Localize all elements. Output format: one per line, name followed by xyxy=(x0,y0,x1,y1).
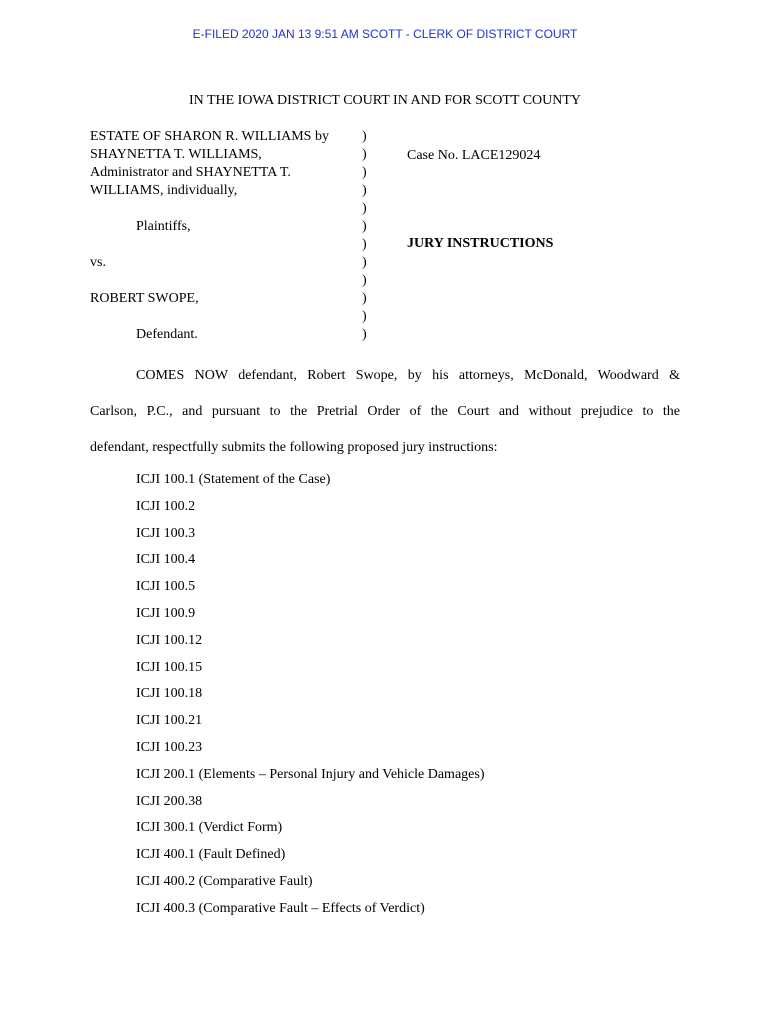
body-line: COMES NOW defendant, Robert Swope, by his attorneys, McDonald, Woodward & xyxy=(136,368,680,383)
caption-paren: ) xyxy=(362,129,367,144)
defendant-name: ROBERT SWOPE, xyxy=(90,291,199,306)
list-item: ICJI 100.3 xyxy=(136,525,196,541)
case-number: Case No. LACE129024 xyxy=(407,148,541,163)
caption-paren: ) xyxy=(362,291,367,306)
plaintiff-line: ESTATE OF SHARON R. WILLIAMS by xyxy=(90,129,329,144)
list-item: ICJI 100.23 xyxy=(136,739,203,755)
list-item: ICJI 100.21 xyxy=(136,713,203,729)
plaintiffs-label: Plaintiffs, xyxy=(136,219,191,234)
body-line: Carlson, P.C., and pursuant to the Pretrial Order of the Court and without prejudice to the xyxy=(90,404,680,419)
versus-label: vs. xyxy=(90,255,106,270)
caption-divider xyxy=(362,128,374,344)
list-item: ICJI 200.38 xyxy=(136,793,203,809)
body-line: defendant, respectfully submits the following proposed jury instructions: xyxy=(90,440,498,455)
list-item: ICJI 100.2 xyxy=(136,498,196,514)
caption-paren: ) xyxy=(362,255,367,270)
list-item: ICJI 200.1 (Elements – Personal Injury and Vehicle Damages) xyxy=(136,766,485,782)
list-item: ICJI 100.15 xyxy=(136,659,203,675)
list-item: ICJI 100.1 (Statement of the Case) xyxy=(136,472,331,487)
plaintiff-line: WILLIAMS, individually, xyxy=(90,183,238,198)
caption-paren: ) xyxy=(362,309,367,324)
list-item: ICJI 100.9 xyxy=(136,605,196,621)
caption-spacer xyxy=(90,236,360,254)
caption-paren: ) xyxy=(362,201,367,216)
body-paragraph xyxy=(90,358,680,466)
caption-paren: ) xyxy=(362,183,367,198)
caption-paren: ) xyxy=(362,219,367,234)
list-item: ICJI 100.4 xyxy=(136,552,196,568)
defendant-label: Defendant. xyxy=(136,327,198,342)
caption-paren: ) xyxy=(362,327,367,342)
court-heading: IN THE IOWA DISTRICT COURT IN AND FOR SCOTT COUNTY xyxy=(188,93,582,108)
list-item: ICJI 400.1 (Fault Defined) xyxy=(136,847,286,863)
list-item: ICJI 100.18 xyxy=(136,686,203,702)
plaintiff-line: Administrator and SHAYNETTA T. xyxy=(90,165,291,180)
caption-spacer xyxy=(90,200,360,218)
list-item: ICJI 400.2 (Comparative Fault) xyxy=(136,873,313,889)
caption-paren: ) xyxy=(362,147,367,162)
caption-spacer xyxy=(90,272,360,290)
efiled-stamp: E-FILED 2020 JAN 13 9:51 AM SCOTT - CLERK OF DISTRICT COURT xyxy=(192,27,578,41)
instruction-list xyxy=(136,467,485,923)
case-caption-parties xyxy=(90,128,360,344)
caption-paren: ) xyxy=(362,165,367,180)
list-item: ICJI 400.3 (Comparative Fault – Effects of Verdict) xyxy=(136,900,425,916)
list-item: ICJI 100.12 xyxy=(136,632,203,648)
document-title: JURY INSTRUCTIONS xyxy=(407,236,554,251)
list-item: ICJI 300.1 (Verdict Form) xyxy=(136,820,283,836)
list-item: ICJI 100.5 xyxy=(136,579,196,595)
caption-spacer xyxy=(90,308,360,326)
caption-paren: ) xyxy=(362,273,367,288)
plaintiff-line: SHAYNETTA T. WILLIAMS, xyxy=(90,147,262,162)
caption-paren: ) xyxy=(362,237,367,252)
